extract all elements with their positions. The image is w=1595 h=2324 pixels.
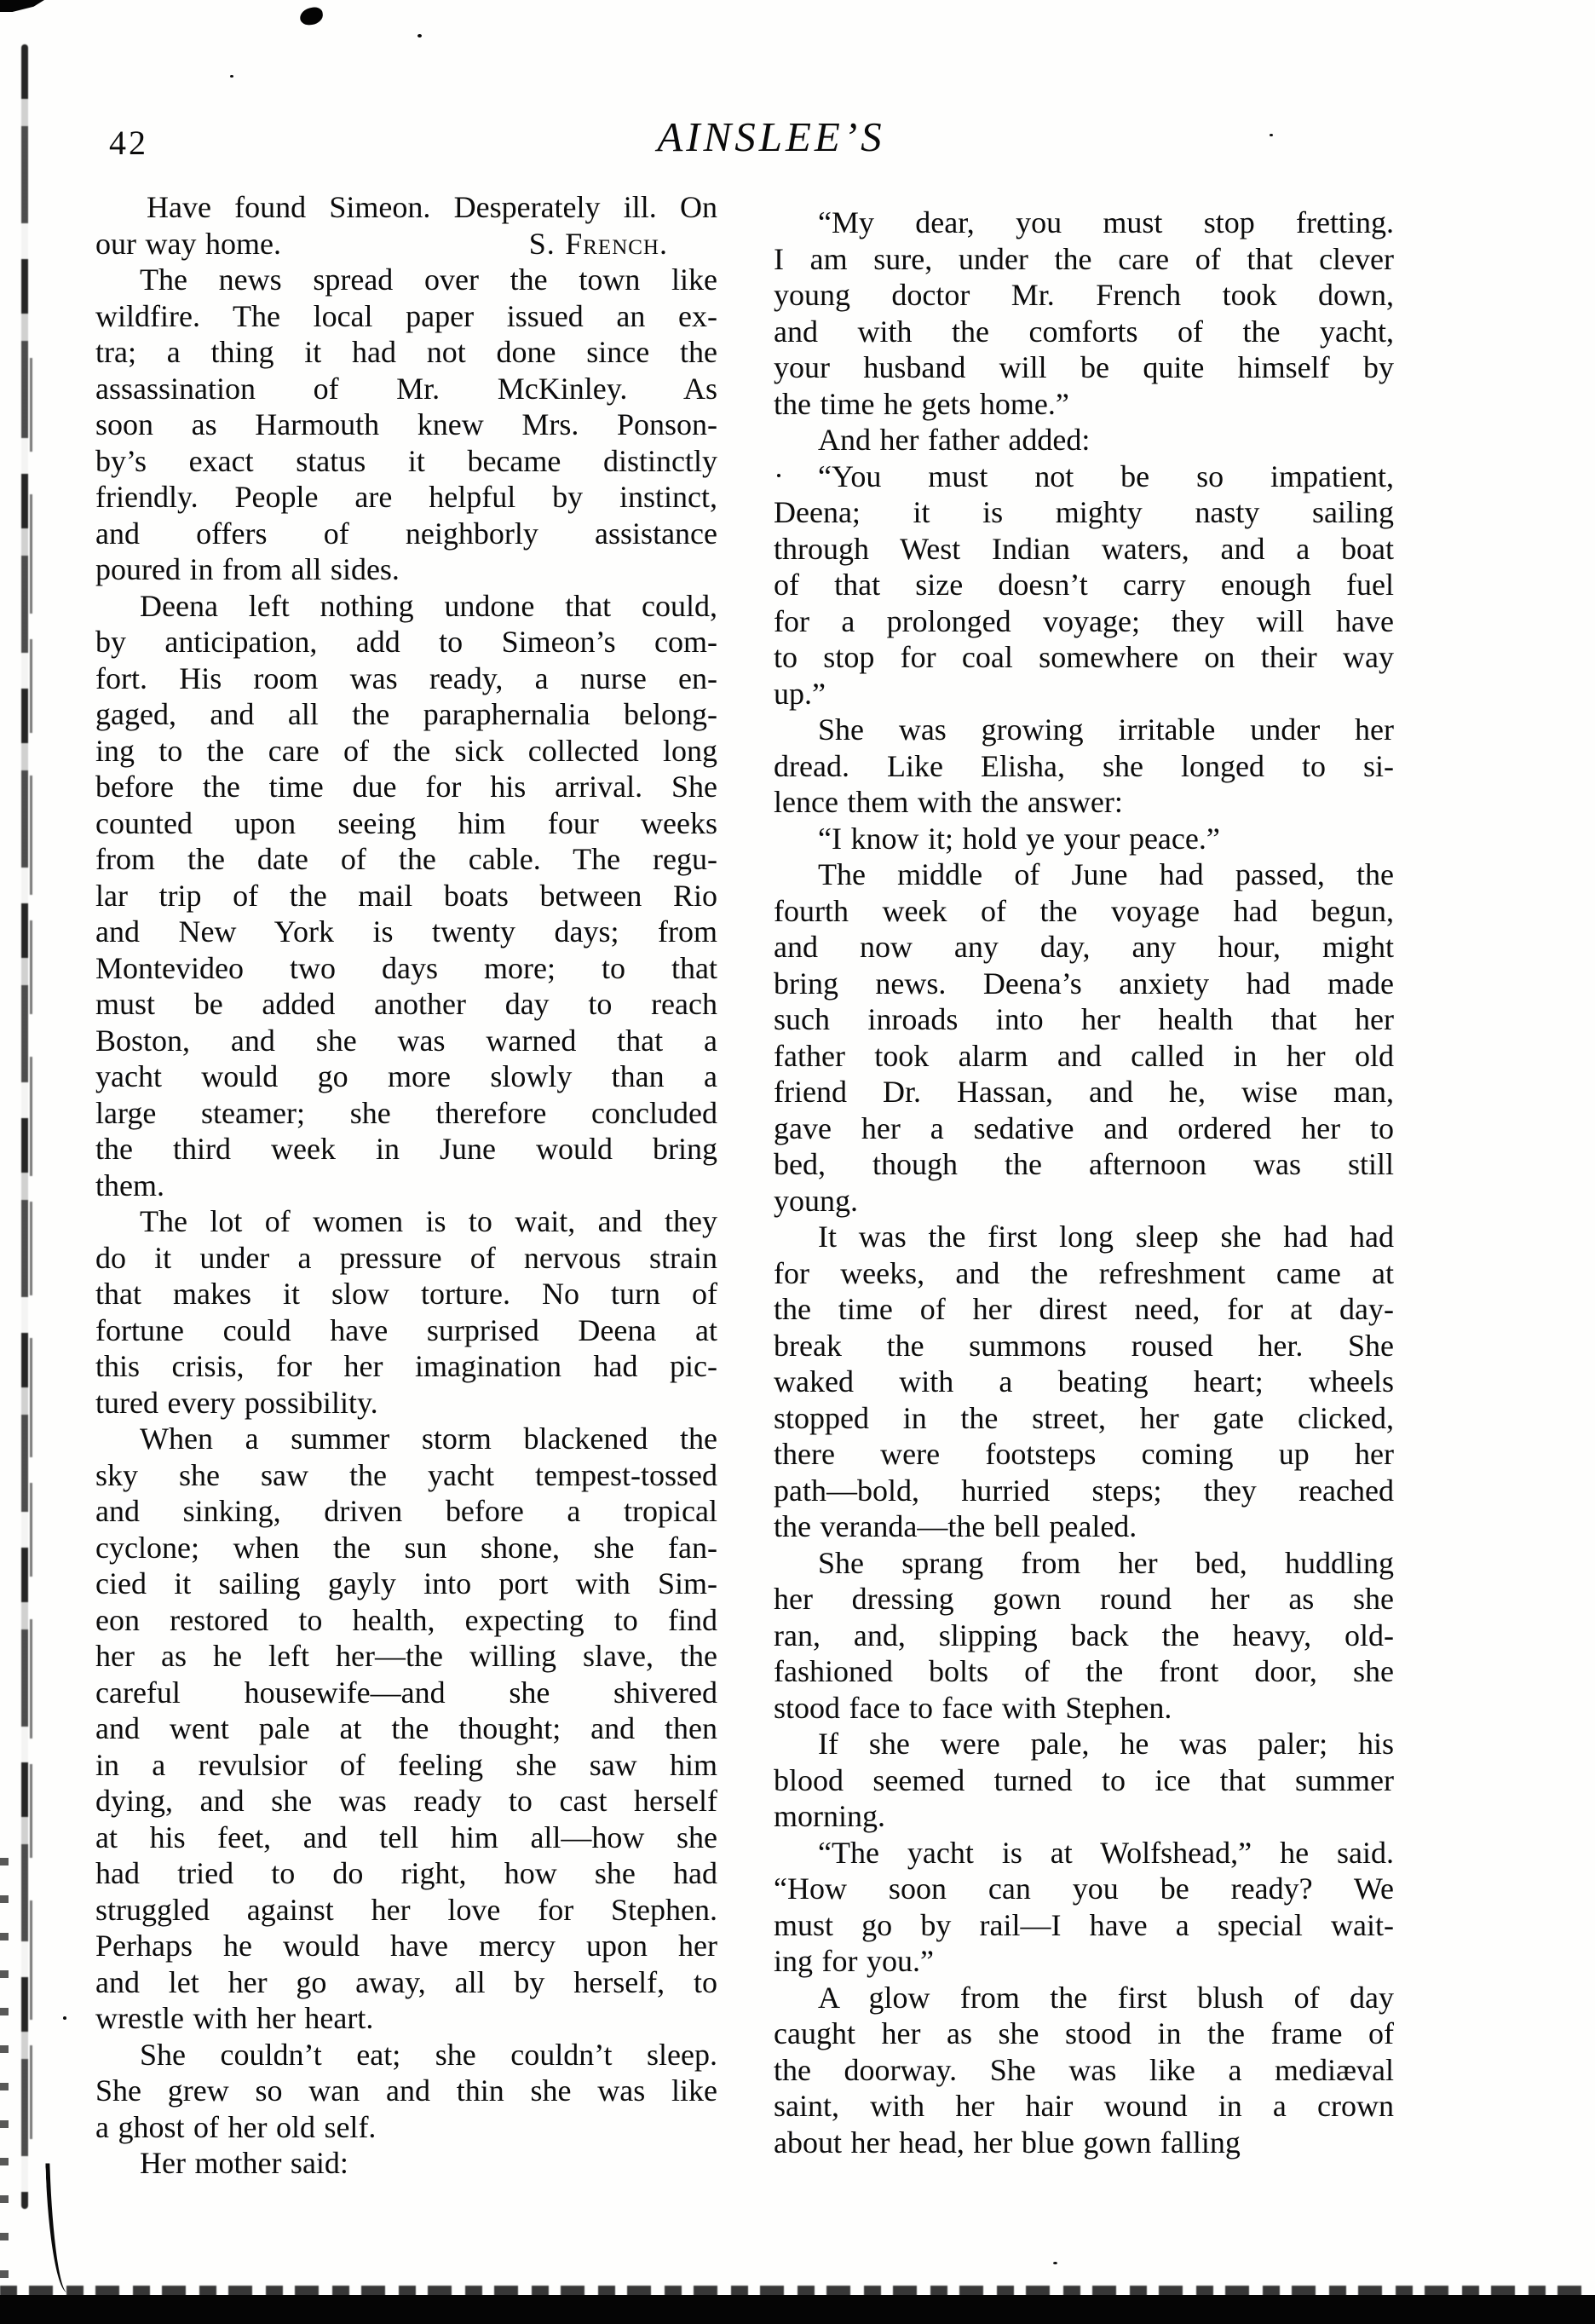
text-line: She grew so wan and thin she was like bbox=[95, 2073, 717, 2108]
paragraph bbox=[774, 1835, 1394, 1980]
scan-speck bbox=[1270, 134, 1273, 136]
text-line: the veranda—the bell pealed. bbox=[774, 1509, 1137, 1543]
text-line: Montevideo two days more; to that bbox=[95, 950, 717, 985]
paragraph bbox=[95, 1421, 717, 2037]
text-line: fort. His room was ready, a nurse en- bbox=[95, 660, 717, 695]
paragraph bbox=[95, 2145, 717, 2182]
text-line: them. bbox=[95, 1168, 164, 1202]
paragraph bbox=[774, 458, 1394, 712]
text-line: The middle of June had passed, the bbox=[818, 857, 1394, 891]
paragraph bbox=[774, 856, 1394, 1219]
text-line: Deena left nothing undone that could, bbox=[140, 588, 717, 623]
text-line: for weeks, and the refreshment came at bbox=[774, 1255, 1394, 1290]
text-line: “I know it; hold ye your peace.” bbox=[818, 821, 1220, 856]
left-edge-specks bbox=[0, 1858, 9, 2288]
page-number: 42 bbox=[109, 124, 148, 162]
text-line: friend Dr. Hassan, and he, wise man, bbox=[774, 1075, 1394, 1109]
text-line: waked with a beating heart; wheels bbox=[774, 1364, 1394, 1398]
bottom-scan-bar bbox=[0, 2295, 1595, 2324]
text-line: this crisis, for her imagination had pic- bbox=[95, 1349, 717, 1383]
scanner-gutter-streak-thin bbox=[30, 358, 32, 2148]
text-line: of that size doesn’t carry enough fuel bbox=[774, 568, 1394, 602]
paragraph bbox=[774, 1980, 1394, 2161]
text-line: father took alarm and called in her old bbox=[774, 1038, 1394, 1073]
text-line: must go by rail—I have a special wait- bbox=[774, 1907, 1394, 1942]
text-line: cied it sailing gayly into port with Sim- bbox=[95, 1566, 717, 1600]
text-line: I am sure, under the care of that clever bbox=[774, 241, 1394, 276]
text-line: your husband will be quite himself by bbox=[774, 350, 1394, 384]
text-line: fourth week of the voyage had begun, bbox=[774, 893, 1394, 928]
telegram-block bbox=[95, 189, 717, 262]
text-line: such inroads into her health that her bbox=[774, 1002, 1394, 1036]
text-line: do it under a pressure of nervous strain bbox=[95, 1240, 717, 1275]
text-line: lence them with the answer: bbox=[774, 785, 1123, 819]
text-line: yacht would go more slowly than a bbox=[95, 1059, 717, 1093]
text-line: “The yacht is at Wolfshead,” he said. bbox=[818, 1835, 1394, 1870]
text-line: her as he left her—the willing slave, the bbox=[95, 1639, 717, 1673]
text-line: ing for you.” bbox=[774, 1944, 934, 1978]
scan-speck bbox=[417, 34, 422, 37]
text-line: and now any day, any hour, might bbox=[774, 930, 1394, 964]
text-line: before the time due for his arrival. She bbox=[95, 770, 717, 804]
text-line: Boston, and she was warned that a bbox=[95, 1023, 717, 1058]
text-line: through West Indian waters, and a boat bbox=[774, 531, 1394, 566]
text-line: the doorway. She was like a mediæval bbox=[774, 2052, 1394, 2087]
text-line: about her head, her blue gown falling bbox=[774, 2125, 1241, 2160]
paragraph bbox=[95, 588, 717, 1204]
text-line: She couldn’t eat; she couldn’t sleep. bbox=[140, 2037, 717, 2072]
text-line: A glow from the first blush of day bbox=[818, 1980, 1394, 2015]
text-line: and sinking, driven before a tropical bbox=[95, 1494, 717, 1528]
text-line: and New York is twenty days; from bbox=[95, 914, 717, 949]
scan-speck bbox=[63, 2016, 66, 2020]
text-line: the time of her direst need, for at day- bbox=[774, 1292, 1394, 1326]
text-line: by anticipation, add to Simeon’s com- bbox=[95, 625, 717, 659]
text-line: And her father added: bbox=[818, 423, 1091, 457]
text-line: dread. Like Elisha, she longed to si- bbox=[774, 748, 1394, 783]
text-line: morning. bbox=[774, 1799, 885, 1833]
text-line: She was growing irritable under her bbox=[818, 712, 1394, 747]
text-line: If she were pale, he was paler; his bbox=[818, 1727, 1394, 1761]
paragraph bbox=[774, 205, 1394, 422]
text-line: there were footsteps coming up her bbox=[774, 1437, 1394, 1471]
text-line: stopped in the street, her gate clicked, bbox=[774, 1400, 1394, 1435]
text-line: that makes it slow torture. No turn of bbox=[95, 1277, 717, 1311]
text-line: must be added another day to reach bbox=[95, 987, 717, 1021]
left-text-column bbox=[95, 189, 717, 2182]
text-line: soon as Harmouth knew Mrs. Ponson- bbox=[95, 407, 717, 441]
text-line: careful housewife—and she shivered bbox=[95, 1675, 717, 1710]
text-line: break the summons roused her. She bbox=[774, 1328, 1394, 1363]
text-line: the third week in June would bring bbox=[95, 1132, 717, 1166]
text-line: eon restored to health, expecting to find bbox=[95, 1602, 717, 1637]
paragraph bbox=[95, 262, 717, 588]
right-text-column bbox=[774, 205, 1394, 2160]
text-line: from the date of the cable. The regu- bbox=[95, 842, 717, 876]
paragraph bbox=[95, 1203, 717, 1421]
telegram-signature: S. French. bbox=[528, 226, 668, 261]
text-line: lar trip of the mail boats between Rio bbox=[95, 878, 717, 913]
text-line: The lot of women is to wait, and they bbox=[140, 1204, 717, 1238]
paragraph bbox=[774, 1219, 1394, 1545]
text-line: had tried to do right, how she had bbox=[95, 1856, 717, 1890]
text-line: young. bbox=[774, 1183, 858, 1218]
text-line: for a prolonged voyage; they will have bbox=[774, 603, 1394, 638]
scan-corner-mark bbox=[0, 0, 44, 12]
scan-speck bbox=[1053, 2262, 1057, 2264]
paragraph bbox=[774, 712, 1394, 821]
text-line: “My dear, you must stop fretting. bbox=[818, 205, 1394, 239]
text-line: caught her as she stood in the frame of bbox=[774, 2016, 1394, 2050]
text-line: “How soon can you be ready? We bbox=[774, 1871, 1394, 1906]
text-line: and let her go away, all by herself, to bbox=[95, 1964, 717, 1999]
telegram-text: our way home. bbox=[95, 226, 281, 261]
telegram-line: Have found Simeon. Desperately ill. On bbox=[147, 190, 717, 224]
text-line: When a summer storm blackened the bbox=[140, 1422, 717, 1456]
magazine-title: AINSLEE’S bbox=[657, 113, 885, 160]
paragraph bbox=[95, 2037, 717, 2146]
text-line: cyclone; when the sun shone, she fan- bbox=[95, 1530, 717, 1565]
text-line: large steamer; she therefore concluded bbox=[95, 1095, 717, 1130]
telegram-line bbox=[95, 226, 717, 262]
text-line: wildfire. The local paper issued an ex- bbox=[95, 298, 717, 333]
text-line: counted upon seeing him four weeks bbox=[95, 805, 717, 840]
text-line: and offers of neighborly assistance bbox=[95, 516, 717, 551]
text-line: wrestle with her heart. bbox=[95, 2001, 374, 2035]
text-line: path—bold, hurried steps; they reached bbox=[774, 1473, 1394, 1508]
scanner-gutter-streak bbox=[21, 44, 28, 2209]
text-line: The news spread over the town like bbox=[140, 262, 717, 297]
text-line: sky she saw the yacht tempest-tossed bbox=[95, 1457, 717, 1492]
text-line: and went pale at the thought; and then bbox=[95, 1711, 717, 1745]
text-line: and with the comforts of the yacht, bbox=[774, 314, 1394, 349]
text-line: stood face to face with Stephen. bbox=[774, 1690, 1172, 1725]
text-line: ran, and, slipping back the heavy, old- bbox=[774, 1618, 1394, 1652]
text-line: in a revulsior of feeling she saw him bbox=[95, 1747, 717, 1782]
text-line: to stop for coal somewhere on their way bbox=[774, 640, 1394, 674]
text-line: up.” bbox=[774, 676, 826, 711]
text-line: the time he gets home.” bbox=[774, 386, 1069, 421]
text-line: “You must not be so impatient, bbox=[818, 458, 1394, 493]
paragraph bbox=[774, 1726, 1394, 1835]
text-line: Her mother said: bbox=[140, 2146, 348, 2180]
text-line: Perhaps he would have mercy upon her bbox=[95, 1929, 717, 1963]
paragraph bbox=[774, 1545, 1394, 1727]
text-line: fortune could have surprised Deena at bbox=[95, 1312, 717, 1347]
text-line: ing to the care of the sick collected long bbox=[95, 733, 717, 768]
text-line: bed, though the afternoon was still bbox=[774, 1147, 1394, 1181]
text-line: tra; a thing it had not done since the bbox=[95, 335, 717, 369]
text-line: her dressing gown round her as she bbox=[774, 1582, 1394, 1616]
text-line: poured in from all sides. bbox=[95, 552, 400, 586]
text-line: by’s exact status it became distinctly bbox=[95, 443, 717, 478]
paragraph bbox=[774, 422, 1394, 458]
bottom-scan-noise bbox=[0, 2286, 1595, 2297]
text-line: young doctor Mr. French took down, bbox=[774, 278, 1394, 312]
scan-speck bbox=[777, 474, 780, 477]
text-line: fashioned bolts of the front door, she bbox=[774, 1654, 1394, 1688]
text-line: a ghost of her old self. bbox=[95, 2109, 377, 2144]
scan-speck bbox=[230, 75, 233, 78]
text-line: blood seemed turned to ice that summer bbox=[774, 1762, 1394, 1797]
text-line: Deena; it is mighty nasty sailing bbox=[774, 495, 1394, 529]
text-line: assassination of Mr. McKinley. As bbox=[95, 371, 717, 406]
ink-blob-mark bbox=[299, 6, 325, 26]
scan-curve-mark bbox=[45, 2163, 74, 2293]
text-line: It was the first long sleep she had had bbox=[818, 1220, 1394, 1254]
text-line: saint, with her hair wound in a crown bbox=[774, 2089, 1394, 2123]
text-line: She sprang from her bed, huddling bbox=[818, 1545, 1394, 1580]
text-line: gave her a sedative and ordered her to bbox=[774, 1110, 1394, 1145]
text-line: bring news. Deena’s anxiety had made bbox=[774, 966, 1394, 1001]
text-line: struggled against her love for Stephen. bbox=[95, 1892, 717, 1927]
paragraph bbox=[774, 821, 1394, 857]
text-line: tured every possibility. bbox=[95, 1385, 378, 1420]
text-line: dying, and she was ready to cast herself bbox=[95, 1784, 717, 1818]
text-line: friendly. People are helpful by instinct, bbox=[95, 480, 717, 514]
text-line: at his feet, and tell him all—how she bbox=[95, 1819, 717, 1854]
text-line: gaged, and all the paraphernalia belong- bbox=[95, 697, 717, 731]
